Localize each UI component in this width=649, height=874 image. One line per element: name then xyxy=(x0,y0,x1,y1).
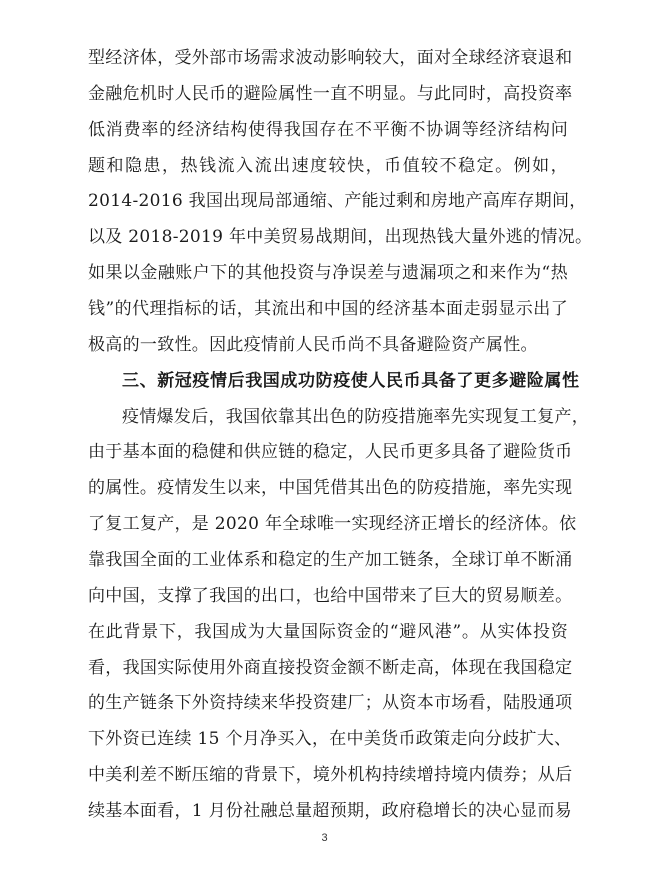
paragraph-line: 的生产链条下外资持续来华投资建厂；从资本市场看，陆股通项 xyxy=(88,693,573,713)
paragraph-line: 向中国，支撑了我国的出口，也给中国带来了巨大的贸易顺差。 xyxy=(88,586,573,606)
paragraph-line: 中美利差不断压缩的背景下，境外机构持续增持境内债券；从后 xyxy=(88,765,573,785)
paragraph-line: 的属性。疫情发生以来，中国凭借其出色的防疫措施，率先实现 xyxy=(88,478,573,498)
paragraph-line: 金融危机时人民币的避险属性一直不明显。与此同时，高投资率 xyxy=(88,84,573,104)
paragraph-line: 型经济体，受外部市场需求波动影响较大，面对全球经济衰退和 xyxy=(88,48,573,68)
paragraph-line: 低消费率的经济结构使得我国存在不平衡不协调等经济结构问 xyxy=(88,120,568,140)
paragraph-line: 如果以金融账户下的其他投资与净误差与遗漏项之和来作为“热 xyxy=(88,263,568,283)
paragraph-line: 看，我国实际使用外商直接投资金额不断走高，体现在我国稳定 xyxy=(88,658,573,678)
paragraph-line: 钱”的代理指标的话，其流出和中国的经济基本面走弱显示出了 xyxy=(88,299,568,319)
paragraph-line: 了复工复产，是 2020 年全球唯一实现经济正增长的经济体。依 xyxy=(88,514,577,534)
paragraph-line: 极高的一致性。因此疫情前人民币尚不具备避险资产属性。 xyxy=(88,335,538,355)
paragraph-line: 下外资已连续 15 个月净买入，在中美货币政策走向分歧扩大、 xyxy=(88,729,572,749)
paragraph-line: 2014-2016 我国出现局部通缩、产能过剩和房地产高库存期间， xyxy=(88,191,587,211)
paragraph-line: 靠我国全面的工业体系和稳定的生产加工链条，全球订单不断涌 xyxy=(88,550,573,570)
page-number: 3 xyxy=(321,832,328,844)
paragraph-line: 在此背景下，我国成为大量国际资金的“避风港”。从实体投资 xyxy=(88,622,568,642)
paragraph-line: 题和隐患，热钱流入流出速度较快，币值较不稳定。例如， xyxy=(88,156,568,176)
paragraph-line: 由于基本面的稳健和供应链的稳定，人民币更多具备了避险货币 xyxy=(88,442,573,462)
paragraph-line: 续基本面看，1 月份社融总量超预期，政府稳增长的决心显而易 xyxy=(88,801,572,821)
paragraph-line: 疫情爆发后，我国依靠其出色的防疫措施率先实现复工复产， xyxy=(122,407,590,427)
section-heading: 三、新冠疫情后我国成功防疫使人民币具备了更多避险属性 xyxy=(122,371,580,391)
paragraph-line: 以及 2018-2019 年中美贸易战期间，出现热钱大量外逃的情况。 xyxy=(88,227,593,247)
